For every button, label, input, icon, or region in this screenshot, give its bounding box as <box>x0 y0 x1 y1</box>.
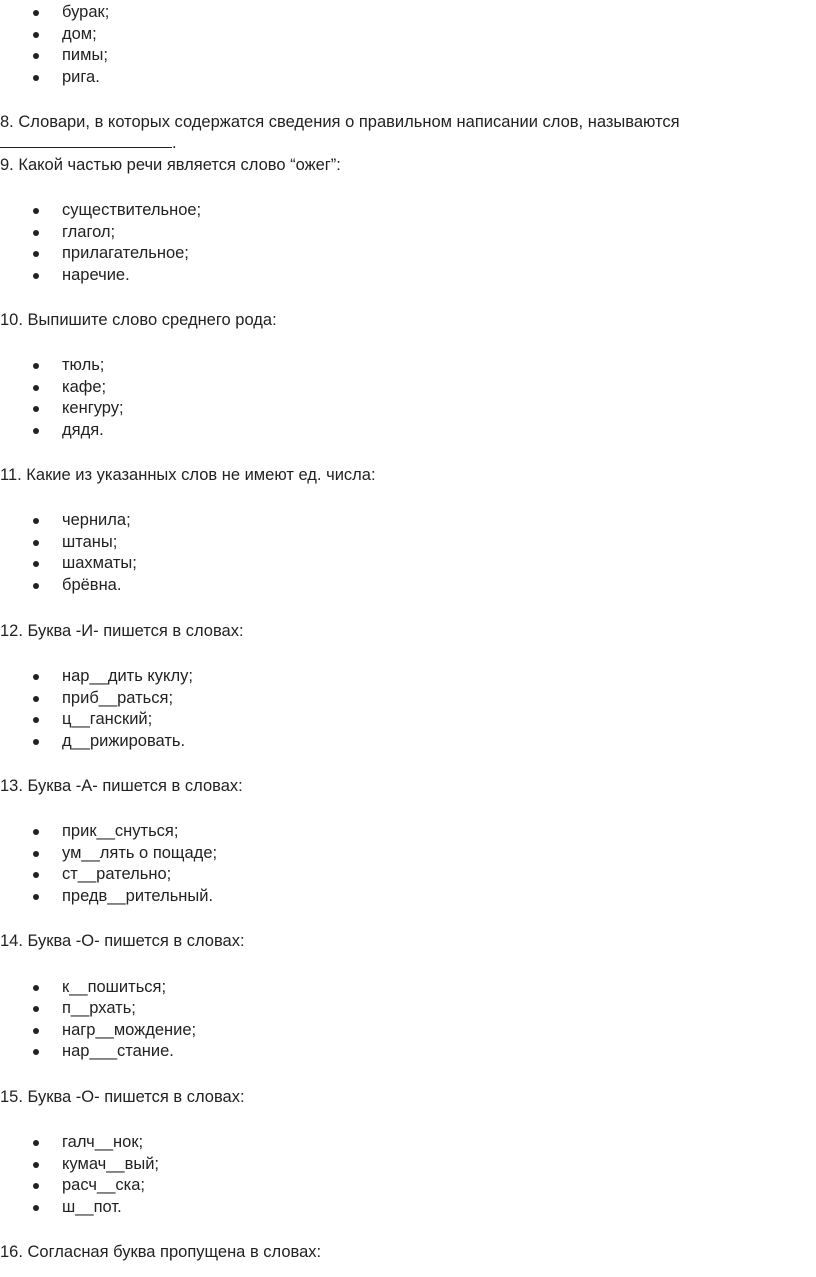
option: наречие. <box>62 266 130 284</box>
option: к__пошиться; <box>62 978 167 996</box>
option: глагол; <box>62 223 116 241</box>
question-12: 12. Буква -И- пишется в словах: <box>0 622 244 640</box>
option: галч__нок; <box>62 1133 144 1151</box>
option: ум__лять о пощаде; <box>62 844 218 862</box>
option: существительное; <box>62 201 202 219</box>
option: брёвна. <box>62 576 122 594</box>
option: нар__дить куклу; <box>62 667 193 685</box>
option: расч__ска; <box>62 1176 145 1194</box>
option: нар___стание. <box>62 1042 174 1060</box>
question-8: 8. Словари, в которых содержатся сведения о правильном написании слов, называются <box>0 113 680 131</box>
option: кафе; <box>62 378 107 396</box>
question-9: 9. Какой частью речи является слово “ожег”: <box>0 156 341 174</box>
question-13: 13. Буква -А- пишется в словах: <box>0 777 243 795</box>
option: приб__раться; <box>62 689 174 707</box>
option: штаны; <box>62 533 118 551</box>
option: предв__рительный. <box>62 887 214 905</box>
question-10: 10. Выпишите слово среднего рода: <box>0 311 277 329</box>
option: прик__снуться; <box>62 822 179 840</box>
question-11: 11. Какие из указанных слов не имеют ед. числа: <box>0 466 376 484</box>
option: кенгуру; <box>62 399 124 417</box>
option: ш__пот. <box>62 1198 122 1216</box>
option: тюль; <box>62 356 105 374</box>
list-item: дом; <box>62 25 97 43</box>
option: прилагательное; <box>62 244 189 262</box>
blank-tail: . <box>172 134 177 152</box>
blank-underline <box>0 133 172 148</box>
list-item: рига. <box>62 68 100 86</box>
option: ст__рательно; <box>62 865 172 883</box>
list-item: бурак; <box>62 3 110 21</box>
option: дядя. <box>62 421 104 439</box>
option: ц__ганский; <box>62 710 153 728</box>
option: чернила; <box>62 511 131 529</box>
question-16: 16. Согласная буква пропущена в словах: <box>0 1243 322 1261</box>
list-item: пимы; <box>62 46 108 64</box>
option: д__рижировать. <box>62 732 186 750</box>
option: п__рхать; <box>62 999 136 1017</box>
question-15: 15. Буква -О- пишется в словах: <box>0 1088 245 1106</box>
option: кумач__вый; <box>62 1155 160 1173</box>
option: шахматы; <box>62 554 137 572</box>
question-14: 14. Буква -О- пишется в словах: <box>0 932 245 950</box>
answer-blank-line <box>0 133 177 153</box>
option: нагр__мождение; <box>62 1021 197 1039</box>
